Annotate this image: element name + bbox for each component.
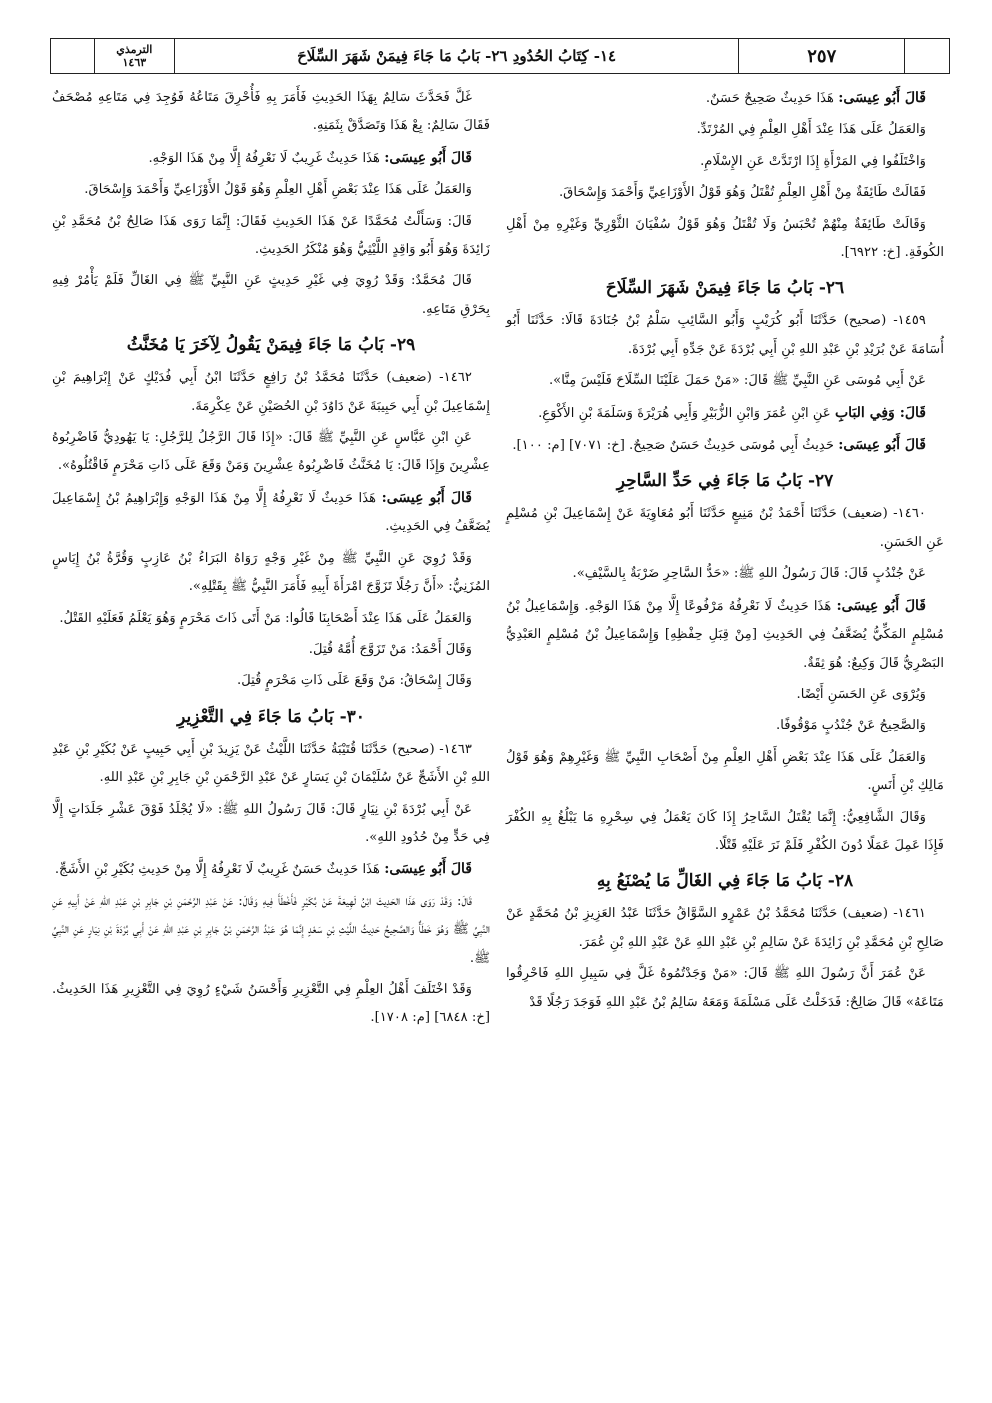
paragraph <box>52 796 490 853</box>
paragraph <box>506 148 944 176</box>
paragraph <box>52 667 490 695</box>
paragraph-text: عَنْ أَبِي مُوسَى عَنِ النَّبِيِّ ﷺ قَالَ: «مَنْ حَمَلَ عَلَيْنَا السِّلَاحَ فَلَيْسَ مِنَّا». <box>548 373 926 389</box>
paragraph-text: عَنْ عُمَرَ أَنَّ رَسُولَ اللهِ ﷺ قَالَ: «مَنْ وَجَدْتُمُوهُ غَلَّ فِي سَبِيلِ اللهِ فَاحْرِقُوا مَتَاعَهُ» قَالَ صَالِحٌ: فَدَخَلْتُ عَلَى مَسْلَمَةَ وَمَعَهُ سَالِمُ بْنُ عَبْدِ اللهِ فَوَجَدَ رَجُلًا قَدْ <box>506 966 944 1010</box>
paragraph <box>52 424 490 481</box>
paragraph <box>506 116 944 144</box>
paragraph <box>506 960 944 1017</box>
paragraph <box>506 367 944 395</box>
paragraph-text: ١٤٦٢- (ضعيف) حَدَّثَنَا مُحَمَّدُ بْنُ رَافِعٍ حَدَّثَنَا ابْنُ أَبِي فُدَيْكٍ عَنْ إِبْرَاهِيمَ بْنِ إِسْمَاعِيلَ بْنِ أَبِي حَبِيبَةَ عَنْ دَاوُدَ بْنِ الحُصَيْنِ عَنْ عِكْرِمَةَ. <box>52 370 490 414</box>
paragraph <box>52 605 490 633</box>
paragraph-text: ١٤٥٩- (صحيح) حَدَّثَنَا أَبُو كُرَيْبٍ وَأَبُو السَّائِبِ سَلْمُ بْنُ جُنَادَةَ قَالَا: حَدَّثَنَا أَبُو أُسَامَةَ عَنْ بُرَيْدِ بْنِ عَبْدِ اللهِ بْنِ أَبِي بُرْدَةَ عَنْ جَدِّهِ أَبِي بُرْدَةَ. <box>506 313 944 357</box>
paragraph-lead: قَالَ أَبُو عِيسَى: <box>838 90 926 106</box>
header-reference <box>95 39 175 73</box>
paragraph-text: حَدِيثُ أَبِي مُوسَى حَدِيثٌ حَسَنٌ صَحِيحٌ. [خ: ٧٠٧١] [م: ١٠٠]. <box>512 438 839 454</box>
paragraph <box>52 636 490 664</box>
paragraph-text: هَذَا حَدِيثٌ صَحِيحٌ حَسَنٌ. <box>705 91 839 106</box>
paragraph-lead: قَالَ أَبُو عِيسَى: <box>836 597 926 614</box>
right-column <box>506 84 944 1020</box>
paragraph-text: وَالصَّحِيحُ عَنْ جُنْدُبٍ مَوْقُوفًا. <box>776 718 926 734</box>
paragraph-text: فَقَالَتْ طَائِفَةٌ مِنْ أَهْلِ العِلْمِ تُقْتَلُ وَهُوَ قَوْلُ الأَوْزَاعِيِّ وَأَحْمَدَ وَإِسْحَاقَ. <box>558 185 926 201</box>
paragraph <box>52 176 490 204</box>
paragraph <box>52 267 490 324</box>
paragraph <box>506 712 944 740</box>
paragraph-lead: قَالَ أَبُو عِيسَى: <box>381 489 472 506</box>
paragraph-lead: قَالَ: وَفِي البَابِ <box>835 404 926 421</box>
paragraph <box>52 208 490 265</box>
paragraph-text: قَالَ: وَسَأَلْتُ مُحَمَّدًا عَنْ هَذَا الحَدِيثِ فَقَالَ: إِنَّمَا رَوَى هَذَا صَالِحُ بْنُ مُحَمَّدِ بْنِ زَائِدَةَ وَهُوَ أَبُو وَاقِدٍ اللَّيْثِيُّ وَهُوَ مُنْكَرُ الحَدِيثِ. <box>52 213 490 258</box>
paragraph-text: قَالَ: وَقَدْ رَوَى هَذَا الحَدِيثَ ابْنُ لَهِيعَةَ عَنْ بُكَيْرٍ فَأَخْطَأَ فِيهِ وَقَالَ: عَنْ عَبْدِ الرَّحْمَنِ بْنِ جَابِرِ بْنِ عَبْدِ اللهِ عَنْ أَبِيهِ عَنِ النَّبِيِّ ﷺ وَهُوَ خَطَأٌ وَالصَّحِيحُ حَدِيثُ اللَّيْثِ بْنِ سَعْدٍ إِنَّمَا هُوَ عَبْدُ الرَّحْمَنِ بْنُ جَابِرِ بْنِ عَبْدِ اللهِ عَنْ أَبِي بُرْدَةَ بْنِ نِيَارٍ عَنِ النَّبِيِّ ﷺ. <box>52 893 490 966</box>
paragraph-lead: قَالَ أَبُو عِيسَى: <box>838 437 926 454</box>
page-number: ٢٥٧ <box>739 39 905 73</box>
paragraph-text: عَنْ أَبِي بُرْدَةَ بْنِ نِيَارٍ قَالَ: قَالَ رَسُولُ اللهِ ﷺ: «لَا يُجْلَدُ فَوْقَ عَشْرِ جَلَدَاتٍ إِلَّا فِي حَدٍّ مِنْ حُدُودِ اللهِ». <box>52 801 490 845</box>
header-ref-label: الترمذي <box>116 43 153 56</box>
paragraph-text: وَالعَمَلُ عَلَى هَذَا عِنْدَ أَصْحَابِنَا قَالُوا: مَنْ أَتَى ذَاتَ مَحْرَمٍ وَهُوَ يَعْلَمُ فَعَلَيْهِ القَتْلُ. <box>59 610 472 626</box>
paragraph-text: هَذَا حَدِيثٌ حَسَنٌ غَرِيبٌ لَا نَعْرِفُهُ إِلَّا مِنْ حَدِيثِ بُكَيْرِ بْنِ الأَشَجِّ. <box>54 862 385 878</box>
running-header <box>50 38 950 74</box>
paragraph-text: وَقَدْ اخْتَلَفَ أَهْلُ العِلْمِ فِي التَّعْزِيرِ وَأَحْسَنُ شَيْءٍ رُوِيَ فِي التَّعْزِيرِ هَذَا الحَدِيثُ. [خ: ٦٨٤٨] [م: ١٧٠٨]. <box>52 981 490 1026</box>
paragraph-text: وَقَدْ رُوِيَ عَنِ النَّبِيِّ ﷺ مِنْ غَيْرِ وَجْهٍ رَوَاهُ البَرَاءُ بْنُ عَازِبٍ وَقُرَّةُ بْنُ إِيَاسٍ المُزَنِيُّ: «أَنَّ رَجُلًا تَزَوَّجَ امْرَأَةَ أَبِيهِ فَأَمَرَ النَّبِيُّ ﷺ بِقَتْلِهِ». <box>52 550 490 595</box>
paragraph <box>52 976 490 1033</box>
paragraph-text: وَالعَمَلُ عَلَى هَذَا عِنْدَ بَعْضِ أَهْلِ العِلْمِ مِنْ أَصْحَابِ النَّبِيِّ ﷺ وَغَيْرِهِمْ وَهُوَ قَوْلُ مَالِكِ بْنِ أَنَسٍ. <box>506 749 944 794</box>
paragraph-text: ١٤٦٣- (صحيح) حَدَّثَنَا قُتَيْبَةُ حَدَّثَنَا اللَّيْثُ عَنْ يَزِيدَ بْنِ أَبِي حَبِيبٍ عَنْ بُكَيْرِ بْنِ عَبْدِ اللهِ بْنِ الأَشَجِّ عَنْ سُلَيْمَانَ بْنِ يَسَارٍ عَنْ عَبْدِ الرَّحْمَنِ بْنِ جَابِرِ بْنِ عَبْدِ اللهِ. <box>52 741 490 786</box>
paragraph-text: وَقَالَ أَحْمَدُ: مَنْ تَزَوَّجَ أُمَّهُ قُتِلَ. <box>308 641 472 657</box>
paragraph-text: ١٤٦٠- (ضعيف) حَدَّثَنَا أَحْمَدُ بْنُ مَنِيعٍ حَدَّثَنَا أَبُو مُعَاوِيَةَ عَنْ إِسْمَاعِيلَ بْنِ مُسْلِمٍ عَنِ الحَسَنِ. <box>506 506 944 550</box>
left-column <box>52 84 490 1036</box>
header-right-edge <box>905 39 949 73</box>
paragraph-text: وَاخْتَلَفُوا فِي المَرْأَةِ إِذَا ارْتَدَّتْ عَنِ الإِسْلَامِ. <box>700 153 926 169</box>
paragraph <box>506 179 944 207</box>
paragraph <box>506 500 944 557</box>
paragraph-text: هَذَا حَدِيثٌ لَا نَعْرِفُهُ إِلَّا مِنْ هَذَا الوَجْهِ وَإِبْرَاهِيمُ بْنُ إِسْمَاعِيلَ يُضَعَّفُ فِي الحَدِيثِ. <box>52 490 490 535</box>
paragraph <box>506 900 944 957</box>
paragraph <box>506 681 944 709</box>
paragraph <box>52 484 490 542</box>
paragraph-text: هَذَا حَدِيثٌ لَا نَعْرِفُهُ مَرْفُوعًا إِلَّا مِنْ هَذَا الوَجْهِ. وَإِسْمَاعِيلُ بْنُ مُسْلِمٍ المَكِّيُّ يُضَعَّفُ فِي الحَدِيثِ [مِنْ قِبَلِ حِفْظِهِ] وَإِسْمَاعِيلُ بْنُ مُسْلِمٍ العَبْدِيُّ البَصْرِيُّ قَالَ وَكِيعٌ: هُوَ ثِقَةٌ. <box>506 598 944 671</box>
paragraph-text: وَيُرْوَى عَنِ الحَسَنِ أَيْضًا. <box>796 686 926 702</box>
paragraph-text: وَقَالَ الشَّافِعِيُّ: إِنَّمَا يُقْتَلُ السَّاحِرُ إِذَا كَانَ يَعْمَلُ فِي سِحْرِهِ مَا يَبْلُغُ بِهِ الكُفْرَ فَإِذَا عَمِلَ عَمَلًا دُونَ الكُفْرِ فَلَمْ نَرَ عَلَيْهِ قَتْلًا. <box>506 809 944 853</box>
chapter-heading: ٣٠- بَابُ مَا جَاءَ فِي التَّعْزِيرِ <box>177 706 365 727</box>
paragraph-text: قَالَ مُحَمَّدٌ: وَقَدْ رُوِيَ فِي غَيْرِ حَدِيثٍ عَنِ النَّبِيِّ ﷺ فِي الغَالِّ فَلَمْ يَأْمُرْ فِيهِ بِحَرْقِ مَتَاعِهِ. <box>52 273 490 317</box>
chapter-heading: ٢٦- بَابُ مَا جَاءَ فِيمَنْ شَهَرَ السِّلَاحَ <box>605 278 845 299</box>
paragraph-lead: قَالَ أَبُو عِيسَى: <box>384 149 472 166</box>
paragraph <box>52 84 490 141</box>
paragraph <box>506 431 944 460</box>
paragraph-text: وَقَالَ إِسْحَاقُ: مَنْ وَقَعَ عَلَى ذَاتِ مَحْرَمٍ قُتِلَ. <box>237 673 472 689</box>
header-left-edge <box>51 39 95 73</box>
paragraph <box>506 560 944 588</box>
paragraph-text: وَالعَمَلُ عَلَى هَذَا عِنْدَ أَهْلِ العِلْمِ فِي المُرْتَدِّ. <box>696 122 926 138</box>
paragraph-text: ١٤٦١- (ضعيف) حَدَّثَنَا مُحَمَّدُ بْنُ عَمْرٍو السَّوَّاقُ حَدَّثَنَا عَبْدُ العَزِيزِ بْنُ مُحَمَّدٍ عَنْ صَالِحِ بْنِ مُحَمَّدِ بْنِ زَائِدَةَ عَنْ سَالِمِ بْنِ عَبْدِ اللهِ عَنْ عَبْدِ اللهِ بْنِ عُمَرَ. <box>506 906 944 950</box>
paragraph <box>52 888 490 973</box>
paragraph <box>506 211 944 268</box>
paragraph <box>506 399 944 428</box>
paragraph <box>52 545 490 602</box>
paragraph-text: وَالعَمَلُ عَلَى هَذَا عِنْدَ بَعْضِ أَهْلِ العِلْمِ وَهُوَ قَوْلُ الأَوْزَاعِيِّ وَأَحْمَدَ وَإِسْحَاقَ. <box>84 182 472 198</box>
paragraph-text: عَنِ ابْنِ عُمَرَ وَابْنِ الزُّبَيْرِ وَأَبِي هُرَيْرَةَ وَسَلَمَةَ بْنِ الأَكْوَعِ. <box>538 405 835 421</box>
paragraph <box>52 144 490 173</box>
chapter-heading: ٢٨- بَابُ مَا جَاءَ فِي الغَالِّ مَا يُصْنَعُ بِهِ <box>596 871 854 892</box>
paragraph <box>52 855 490 884</box>
paragraph <box>52 364 490 421</box>
chapter-heading: ٢٩- بَابُ مَا جَاءَ فِيمَنْ يَقُولُ لِآخَرَ يَا مُخَنَّثُ <box>126 335 416 356</box>
paragraph-text: هَذَا حَدِيثٌ غَرِيبٌ لَا نَعْرِفُهُ إِلَّا مِنْ هَذَا الوَجْهِ. <box>148 150 385 166</box>
paragraph <box>506 84 944 113</box>
paragraph <box>506 804 944 861</box>
paragraph-text: عَنِ ابْنِ عَبَّاسٍ عَنِ النَّبِيِّ ﷺ قَالَ: «إِذَا قَالَ الرَّجُلُ لِلرَّجُلِ: يَا يَهُودِيُّ فَاضْرِبُوهُ عِشْرِينَ وَإِذَا قَالَ: يَا مُخَنَّثُ فَاضْرِبُوهُ عِشْرِينَ وَمَنْ وَقَعَ عَلَى ذَاتِ مَحْرَمٍ فَاقْتُلُوهُ». <box>52 430 490 474</box>
paragraph <box>506 307 944 364</box>
chapter-heading: ٢٧- بَابُ مَا جَاءَ فِي حَدِّ السَّاحِرِ <box>616 471 834 492</box>
paragraph-text: عَنْ جُنْدُبٍ قَالَ: قَالَ رَسُولُ اللهِ ﷺ: «حَدُّ السَّاحِرِ ضَرْبَةٌ بِالسَّيْفِ». <box>572 566 926 582</box>
header-title: ١٤- كِتَابُ الحُدُودِ ٢٦- بَابُ مَا جَاءَ فِيمَنْ شَهَرَ السِّلَاحَ <box>175 39 740 73</box>
paragraph <box>52 736 490 793</box>
paragraph <box>506 592 944 678</box>
paragraph-lead: قَالَ أَبُو عِيسَى: <box>384 861 472 878</box>
paragraph-text: غَلَّ فَحَدَّثَ سَالِمٌ بِهَذَا الحَدِيثِ فَأَمَرَ بِهِ فَأُحْرِقَ مَتَاعُهُ فَوُجِدَ فِي مَتَاعِهِ مُصْحَفٌ فَقَالَ سَالِمٌ: بِعْ هَذَا وَتَصَدَّقْ بِثَمَنِهِ. <box>52 90 490 134</box>
paragraph-text: وَقَالَتْ طَائِفَةٌ مِنْهُمْ تُحْبَسُ وَلَا تُقْتَلُ وَهُوَ قَوْلُ سُفْيَانَ الثَّوْرِيِّ وَغَيْرِهِ مِنْ أَهْلِ الكُوفَةِ. [خ: ٦٩٢٢]. <box>506 216 944 261</box>
paragraph <box>506 744 944 801</box>
header-ref-number: ١٤٦٣ <box>122 56 147 69</box>
